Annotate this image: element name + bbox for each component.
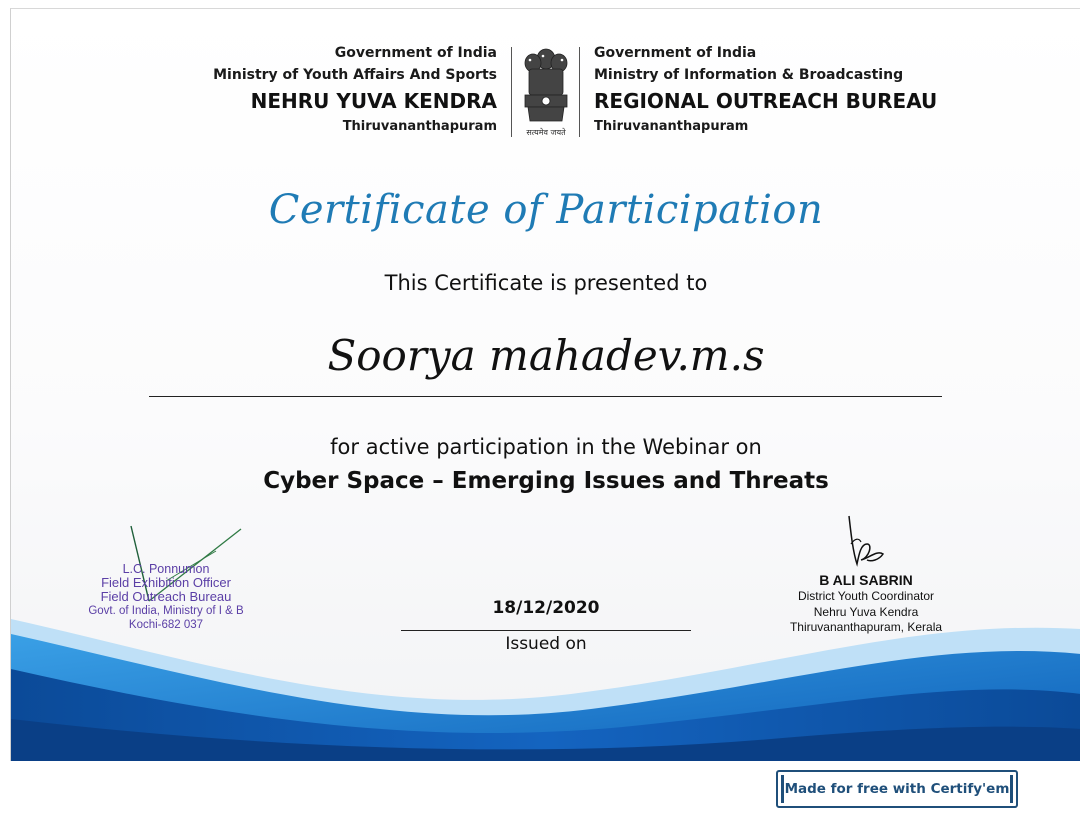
left-gov-line: Government of India: [334, 45, 497, 61]
webinar-title: Cyber Space – Emerging Issues and Threats: [263, 468, 829, 494]
left-org-name: NEHRU YUVA KENDRA: [250, 89, 497, 113]
issued-on-label: Issued on: [505, 634, 587, 654]
stamp-line: Kochi-682 037: [128, 619, 204, 631]
left-city: Thiruvananthapuram: [342, 119, 497, 134]
signatory-name: B ALI SABRIN: [819, 572, 913, 588]
recipient-underline: [149, 396, 942, 397]
header-left: [213, 42, 497, 138]
national-emblem-icon: [516, 41, 576, 141]
stamp-line: Govt. of India, Ministry of I & B: [88, 605, 244, 617]
issue-date-underline: [401, 630, 691, 631]
signatory-title: District Youth Coordinator: [797, 589, 935, 603]
coordinator-signature: [839, 514, 889, 570]
officer-stamp: [71, 562, 261, 632]
certifyem-badge-link[interactable]: Made for free with Certify'em: [776, 770, 1018, 808]
stamp-line: Field Outreach Bureau: [100, 589, 232, 604]
signatory-org: Nehru Yuva Kendra: [813, 604, 919, 619]
right-org-name: REGIONAL OUTREACH BUREAU: [594, 89, 938, 113]
right-ministry-line: Ministry of Information & Broadcasting: [594, 67, 904, 83]
stamp-line: L.C. Ponnumon: [122, 562, 210, 576]
certificate: [10, 8, 1080, 761]
signatory-location: Thiruvananthapuram, Kerala: [789, 620, 943, 634]
issue-date: 18/12/2020: [492, 598, 600, 618]
stamp-line: Field Exhibition Officer: [101, 575, 231, 590]
right-city: Thiruvananthapuram: [594, 119, 749, 134]
header-right: [594, 42, 937, 138]
certificate-title: Certificate of Participation: [268, 187, 824, 233]
emblem-motto: सत्यमेव जयते: [526, 128, 566, 137]
recipient-name: Soorya mahadev.m.s: [327, 331, 765, 380]
participation-text: for active participation in the Webinar on: [330, 435, 762, 459]
header-divider-right: [579, 47, 580, 137]
header-divider-left: [511, 47, 512, 137]
left-ministry-line: Ministry of Youth Affairs And Sports: [213, 67, 497, 83]
signatory-block: [756, 571, 976, 636]
presented-text: This Certificate is presented to: [384, 271, 708, 295]
right-gov-line: Government of India: [594, 45, 757, 61]
